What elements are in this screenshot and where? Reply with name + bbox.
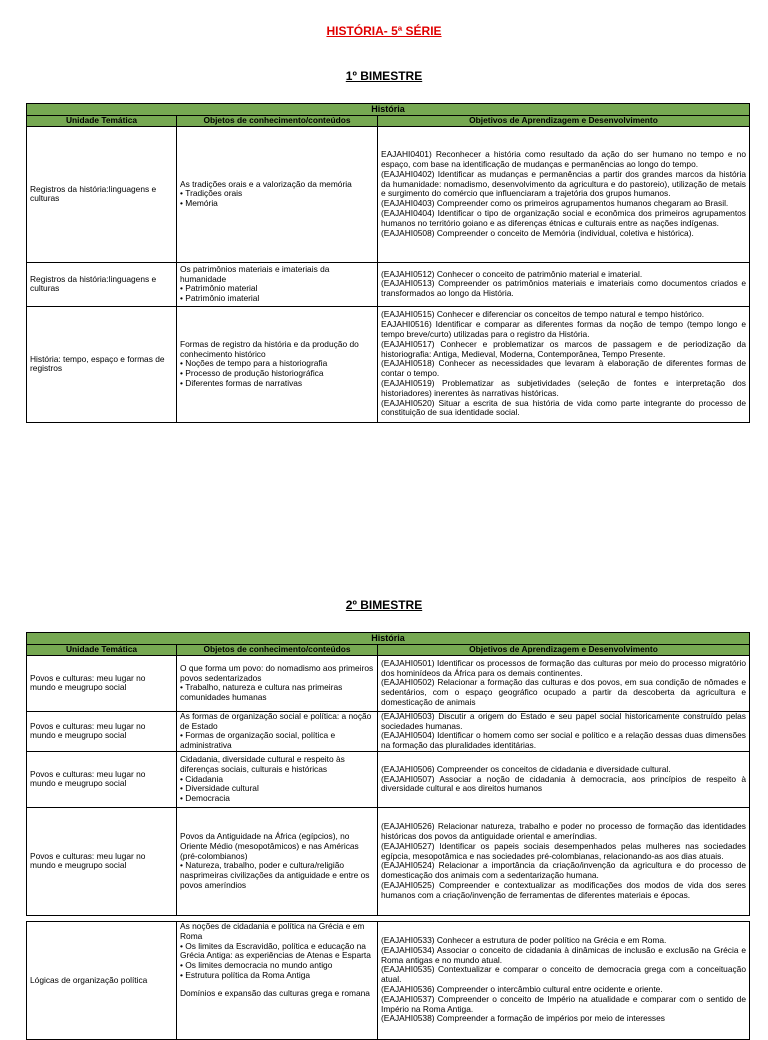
conteudo-item: • Memória — [180, 199, 374, 209]
unidade-cell: Registros da história:linguagens e culturas — [27, 262, 177, 306]
conteudo-item: • Patrimônio imaterial — [180, 294, 374, 304]
objetivo-item: (EAJAHI0508) Compreender o conceito de Memória (individual, coletiva e histórica). — [381, 227, 694, 238]
objetivos-cell — [378, 306, 750, 422]
unidade-cell: Povos e culturas: meu lugar no mundo e meugrupo social — [27, 751, 177, 807]
conteudo-cell — [177, 126, 378, 262]
table-band-label: História — [27, 104, 750, 116]
conteudo-item: • Estrutura política da Roma Antiga — [180, 971, 374, 981]
objetivo-item: (EAJAHI0404) Identificar o tipo de organização social e econômica dos primeiros agrupamentos humanos no território goiano e as diferenças étnicas e culturais entre as nações indígenas. — [381, 207, 746, 228]
document-title: HISTÓRIA- 5ª SÉRIE — [326, 24, 442, 38]
objetivo-item: (EAJAHI0517) Conhecer e problematizar os marcos de passagem e de periodização da historiografia: Antiga, Medieval, Moderna, Contemporânea, Tempo Presente. — [381, 338, 746, 359]
header-objetos: Objetos de conhecimento/conteúdos — [177, 645, 378, 656]
objetivo-item: (EAJAHI0403) Compreender como os primeiros agrupamentos humanos chegaram ao Brasil. — [381, 198, 729, 209]
unidade-cell: Registros da história:linguagens e culturas — [27, 126, 177, 262]
header-unidade: Unidade Temática — [27, 645, 177, 656]
table-row — [27, 807, 750, 915]
conteudo-intro: As noções de cidadania e política na Grécia e em Roma — [180, 921, 365, 941]
header-objetos: Objetos de conhecimento/conteúdos — [177, 116, 378, 127]
objetivos-cell — [378, 262, 750, 306]
conteudo-item: • Noções de tempo para a historiografia — [180, 359, 374, 369]
table-row — [27, 711, 750, 751]
objetivos-cell — [378, 922, 750, 1040]
conteudo-item: • Tradições orais — [180, 189, 374, 199]
objetivo-item: (EAJAHI0533) Conhecer a estrutura de poder político na Grécia e em Roma. — [381, 935, 667, 945]
conteudo-extra: Domínios e expansão das culturas grega e romana — [180, 987, 370, 998]
conteudo-cell — [177, 751, 378, 807]
conteudo-item: • Patrimônio material — [180, 284, 374, 294]
objetivo-item: (EAJAHI0515) Conhecer e diferenciar os conceitos de tempo natural e tempo histórico. — [381, 309, 705, 320]
table-row — [27, 655, 750, 711]
conteudo-cell — [177, 711, 378, 751]
conteudo-cell — [177, 807, 378, 915]
unidade-cell: Povos e culturas: meu lugar no mundo e meugrupo social — [27, 711, 177, 751]
objetivo-item: (EAJAHI0524) Relacionar a importância da criação/invenção da agricultura e do processo de domesticação dos animais com a sedentarização humana. — [381, 860, 746, 881]
unidade-cell: História: tempo, espaço e formas de registros — [27, 306, 177, 422]
conteudo-item: • Diversidade cultural — [180, 784, 374, 794]
objetivo-item: (EAJAHI0537) Compreender o conceito de Império na atualidade e comparar com o sentido de Império na Roma Antiga. — [381, 993, 746, 1014]
unidade-cell: Lógicas de organização política — [27, 922, 177, 1040]
conteudo-item: • Cidadania — [180, 775, 374, 785]
objetivo-item: (EAJAHI0512) Conhecer o conceito de patrimônio material e imaterial. — [381, 268, 643, 279]
objetivo-item: (EAJAHI0502) Relacionar a formação das culturas e dos povos, em sua condição de nômades e sedentários, com o espaço geográfico ocupado a partir da descoberta da agricultura e domesticação de animais — [381, 677, 746, 707]
objetivo-item: (EAJAHI0525) Compreender e contextualizar as modificações dos modos de vida dos seres humanos com a criação/invenção de ferramentas de diferentes materiais e épocas. — [381, 880, 746, 900]
objetivo-item: (EAJAHI0535) Contextualizar e comparar o conceito de democracia grega com a conceituação atual. — [381, 964, 746, 985]
bimestre-2-heading: 2º BIMESTRE — [345, 598, 423, 612]
header-objetivos: Objetivos de Aprendizagem e Desenvolvimento — [378, 645, 750, 656]
objetivo-item: EAJAHI0516) Identificar e comparar as diferentes formas da noção de tempo (tempo longo e tempo breve/curto) utilizadas para o registro da História. — [381, 319, 746, 339]
objetivo-item: (EAJAHI0518) Conhecer as necessidades que levaram à elaboração de diferentes formas de contar o tempo. — [381, 358, 746, 379]
objetivo-item: (EAJAHI0538) Compreender a formação de impérios por meio de interesses — [381, 1013, 665, 1024]
objetivo-item: (EAJAHI0534) Associar o conceito de cidadania à dinâmicas de inclusão e exclusão na Grécia e Roma antigas e no mundo atual. — [381, 944, 746, 965]
objetivo-item: EAJAHI0401) Reconhecer a história como resultado da ação do ser humano no tempo e no espaço, com base na identificação de mudanças e permanências ao longo do tempo. — [381, 149, 746, 169]
conteudo-cell — [177, 262, 378, 306]
conteudo-intro: Povos da Antiguidade na África (egípcios), no Oriente Médio (mesopotâmicos) e nas Américas (pré-colombianos) — [180, 831, 359, 861]
conteudo-item: • Processo de produção historiográfica — [180, 369, 374, 379]
conteudo-intro: Formas de registro da história e da produção do conhecimento histórico — [180, 338, 359, 359]
objetivo-item: (EAJAHI0519) Problematizar as subjetividades (seleção de fontes e interpretação dos historiadores) inerentes às narrativas históricas. — [381, 377, 746, 398]
objetivo-item: (EAJAHI0520) Situar a escrita de sua história de vida como parte integrante do processo de constituição de sua identidade social. — [381, 397, 746, 418]
conteudo-intro: Cidadania, diversidade cultural e respeito às diferenças sociais, culturais e históricas — [180, 753, 345, 774]
conteudo-intro: Os patrimônios materiais e imateriais da humanidade — [180, 263, 330, 284]
objetivo-item: (EAJAHI0527) Identificar os papeis sociais desempenhados pelas mulheres nas sociedades egípcia, mesopotâmica e nas sociedades pré-colombianas, relacionando-as aos dias atuais. — [381, 840, 746, 861]
unidade-cell: Povos e culturas: meu lugar no mundo e meugrupo social — [27, 655, 177, 711]
objetivo-item: (EAJAHI0526) Relacionar natureza, trabalho e poder no processo de formação das identidades históricas dos povos da antiguidade oriental e ameríndias. — [381, 821, 746, 842]
objetivos-cell — [378, 126, 750, 262]
bimestre-2-table — [26, 632, 750, 916]
table-row — [27, 306, 750, 422]
objetivo-item: (EAJAHI0536) Compreender o intercâmbio cultural entre ocidente e oriente. — [381, 983, 663, 994]
conteudo-item: • Democracia — [180, 794, 374, 804]
objetivos-cell — [378, 751, 750, 807]
table-band-label: História — [27, 633, 750, 645]
conteudo-cell — [177, 306, 378, 422]
header-objetivos: Objetivos de Aprendizagem e Desenvolvimento — [378, 116, 750, 127]
conteudo-intro: O que forma um povo: do nomadismo aos primeiros povos sedentarizados — [180, 662, 374, 683]
conteudo-item: • Diferentes formas de narrativas — [180, 379, 374, 389]
conteudo-item: • Os limites da Escravidão, política e educação na Grécia Antiga: as experiências de Atenas e Esparta — [180, 942, 374, 962]
objetivo-item: (EAJAHI0501) Identificar os processos de formação das culturas por meio do processo migratório dos hominídeos da África para os demais continentes. — [381, 657, 746, 678]
objetivo-item: (EAJAHI0506) Compreender os conceitos de cidadania e diversidade cultural. — [381, 763, 671, 774]
objetivo-item: (EAJAHI0504) Identificar o homem como ser social e político e a relação dessas duas dimensões na formação das pluralidades identitárias. — [381, 730, 746, 751]
conteudo-item: • Os limites democracia no mundo antigo — [180, 961, 374, 971]
conteudo-item: • Natureza, trabalho, poder e cultura/religião nasprimeiras civilizações da antiguidade e entre os povos ameríndios — [180, 861, 374, 890]
conteudo-item: • Formas de organização social, política e administrativa — [180, 731, 374, 751]
table-row — [27, 262, 750, 306]
bimestre-1-table — [26, 103, 750, 423]
objetivos-cell — [378, 655, 750, 711]
bimestre-1-heading: 1º BIMESTRE — [345, 69, 423, 83]
objetivos-cell — [378, 711, 750, 751]
conteudo-cell — [177, 922, 378, 1040]
table-row — [27, 126, 750, 262]
bimestre-2-table-continued — [26, 921, 750, 1040]
conteudo-item: • Trabalho, natureza e cultura nas primeiras comunidades humanas — [180, 683, 374, 703]
table-row — [27, 922, 750, 1040]
conteudo-intro: As formas de organização social e política: a noção de Estado — [180, 711, 372, 731]
table-row — [27, 751, 750, 807]
conteudo-cell — [177, 655, 378, 711]
unidade-cell: Povos e culturas: meu lugar no mundo e meugrupo social — [27, 807, 177, 915]
objetivo-item: (EAJAHI0507) Associar a noção de cidadania à democracia, aos princípios de respeito à diversidade cultural e aos direitos humanos — [381, 773, 746, 794]
objetivos-cell — [378, 807, 750, 915]
conteudo-intro: As tradições orais e a valorização da memória — [180, 178, 352, 189]
header-unidade: Unidade Temática — [27, 116, 177, 127]
objetivo-item: (EAJAHI0503) Discutir a origem do Estado e seu papel social historicamente construído pelas sociedades humanas. — [381, 711, 746, 731]
objetivo-item: (EAJAHI0402) Identificar as mudanças e permanências a partir dos grandes marcos da história da humanidade: nomadismo, desenvolvimento da agricultura e do pastoreio), utilização de metais e surgimento do comércio que influenciaram a trajetória dos grupos humanos. — [381, 168, 746, 199]
objetivo-item: (EAJAHI0513) Compreender os patrimônios materiais e imateriais como documentos criados e transformados ao longo da História. — [381, 278, 746, 299]
